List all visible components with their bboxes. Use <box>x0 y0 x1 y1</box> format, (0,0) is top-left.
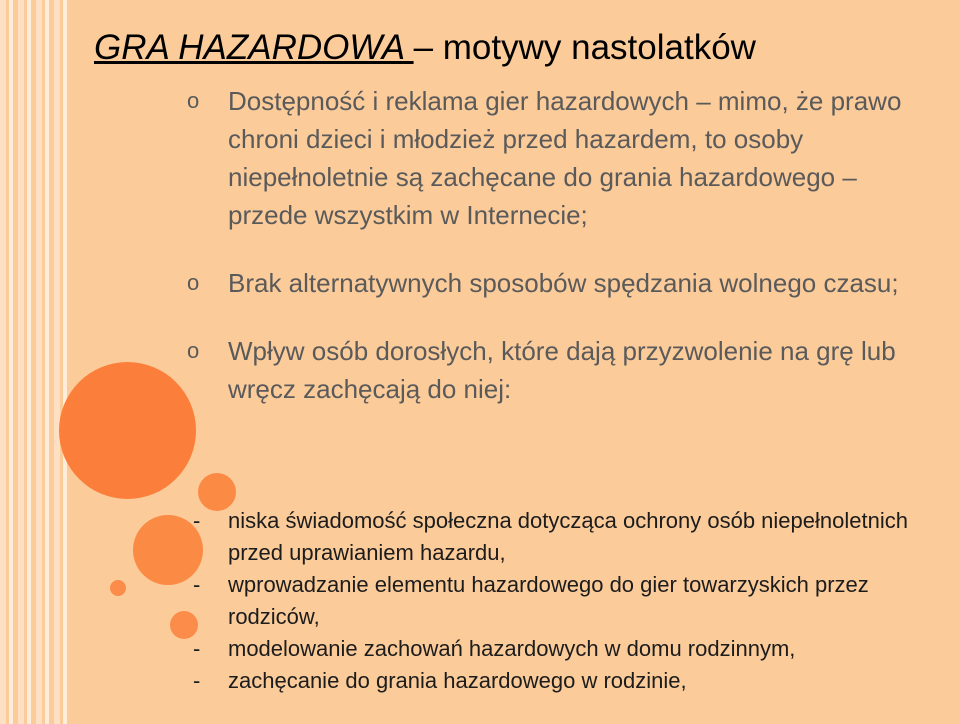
dash-item <box>187 569 947 633</box>
dash-item <box>187 505 947 569</box>
dash-list <box>187 505 947 697</box>
dash-marker: - <box>193 508 201 533</box>
dash-text: modelowanie zachowań hazardowych w domu rodzinnym, <box>228 636 796 661</box>
dash-text: niska świadomość społeczna dotycząca ochrony osób niepełnoletnich przed uprawianiem hazardu, <box>228 508 908 565</box>
bullet-item <box>187 82 927 234</box>
dash-marker: - <box>193 572 201 597</box>
bullet-text: Dostępność i reklama gier hazardowych – mimo, że prawo chroni dzieci i młodzież przed hazardem, to osoby niepełnoletnie są zachęcane do grania hazardowego – przede wszystkim w Internecie; <box>228 86 902 230</box>
slide-title <box>94 28 934 68</box>
dash-text: wprowadzanie elementu hazardowego do gier towarzyskich przez rodziców, <box>228 572 869 629</box>
bullet-list <box>187 82 927 408</box>
dash-marker: - <box>193 636 201 661</box>
bullet-item <box>187 264 927 302</box>
title-suffix: – motywy nastolatków <box>413 28 756 67</box>
dash-item <box>187 633 947 665</box>
dash-marker: - <box>193 668 201 693</box>
dash-item <box>187 665 947 697</box>
bullet-item <box>187 332 927 408</box>
bullet-marker: o <box>187 88 200 113</box>
bullet-text: Brak alternatywnych sposobów spędzania wolnego czasu; <box>228 268 899 298</box>
dash-text: zachęcanie do grania hazardowego w rodzinie, <box>228 668 687 693</box>
decorative-circle-tiny <box>110 580 126 596</box>
bullet-marker: o <box>187 270 200 295</box>
decorative-stripes <box>0 0 72 724</box>
decorative-circle-large <box>59 362 196 499</box>
title-emphasis: GRA HAZARDOWA <box>94 28 414 67</box>
bullet-text: Wpływ osób dorosłych, które dają przyzwolenie na grę lub wręcz zachęcają do niej: <box>228 336 896 404</box>
bullet-marker: o <box>187 338 200 363</box>
